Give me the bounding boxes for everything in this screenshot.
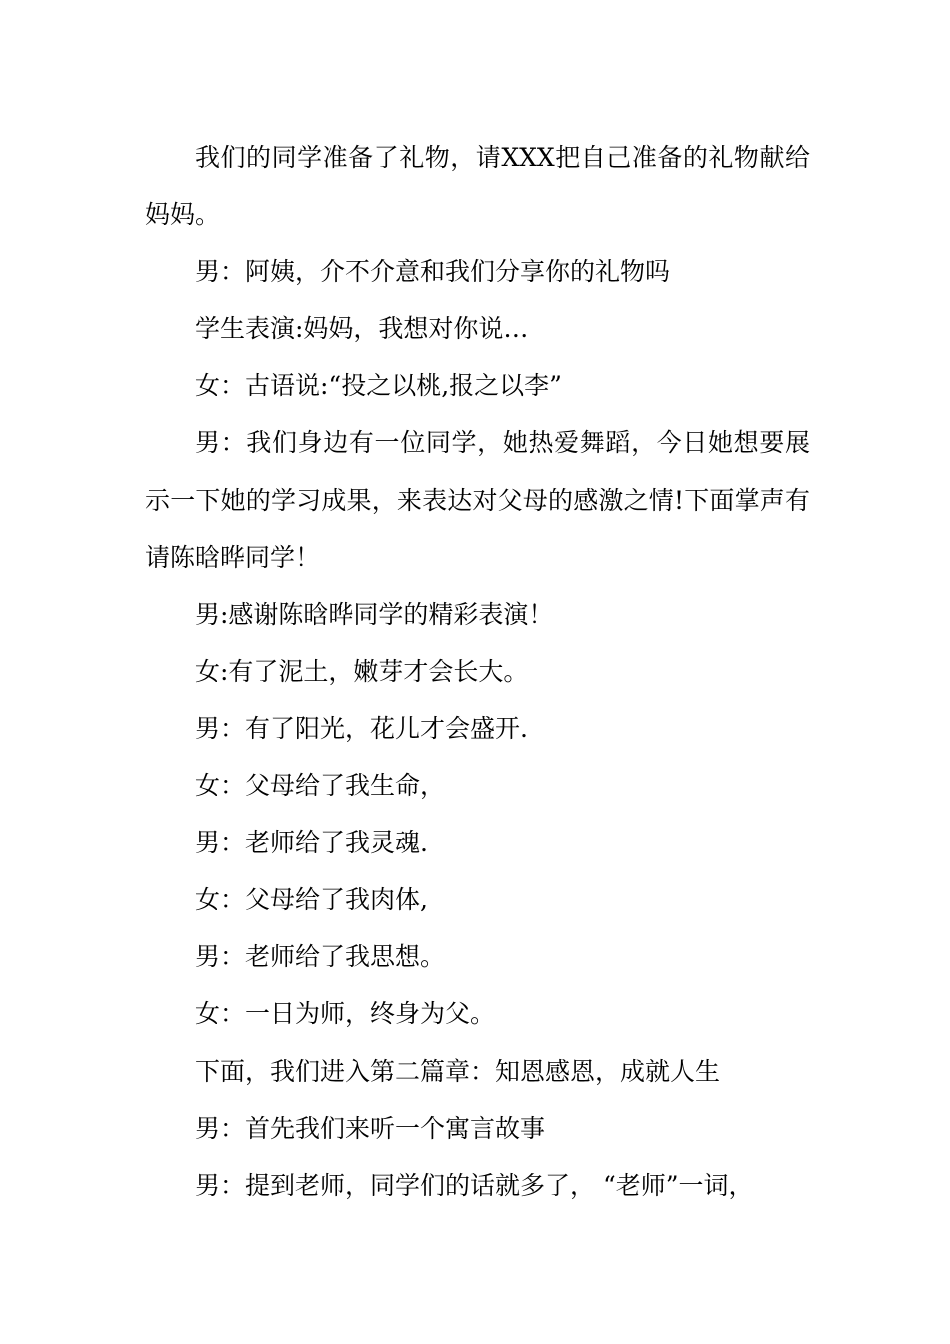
- document-body: [145, 129, 810, 1214]
- paragraph: 男:感谢陈晗晔同学的精彩表演！: [195, 599, 554, 629]
- paragraph: 女：父母给了我肉体,: [195, 885, 428, 915]
- paragraph: 女：古语说:“投之以桃,报之以李”: [195, 371, 562, 401]
- paragraph: 男：老师给了我灵魂.: [195, 828, 428, 858]
- paragraph: 男：老师给了我思想。: [195, 942, 446, 972]
- paragraph: 男：阿姨，介不介意和我们分享你的礼物吗: [195, 257, 671, 287]
- paragraph: 女：父母给了我生命，: [195, 771, 446, 801]
- paragraph: 女：一日为师，终身为父。: [195, 999, 496, 1029]
- paragraph: 女:有了泥土，嫩芽才会长大。: [195, 656, 529, 686]
- paragraph: 男：首先我们来听一个寓言故事: [195, 1113, 546, 1143]
- paragraph: 学生表演:妈妈，我想对你说…: [195, 314, 529, 344]
- paragraph: 男：有了阳光，花儿才会盛开.: [195, 713, 528, 743]
- paragraph: 男：我们身边有一位同学，她热爱舞蹈，今日她想要展示一下她的学习成果，来表达对父母的感激之情!下面掌声有请陈晗晔同学！: [145, 428, 810, 572]
- paragraph: 下面，我们进入第二篇章：知恩感恩，成就人生: [195, 1056, 721, 1086]
- paragraph: 我们的同学准备了礼物，请XXX把自己准备的礼物献给妈妈。: [145, 143, 810, 230]
- paragraph: 男：提到老师，同学们的话就多了， “老师”一词，: [195, 1170, 754, 1200]
